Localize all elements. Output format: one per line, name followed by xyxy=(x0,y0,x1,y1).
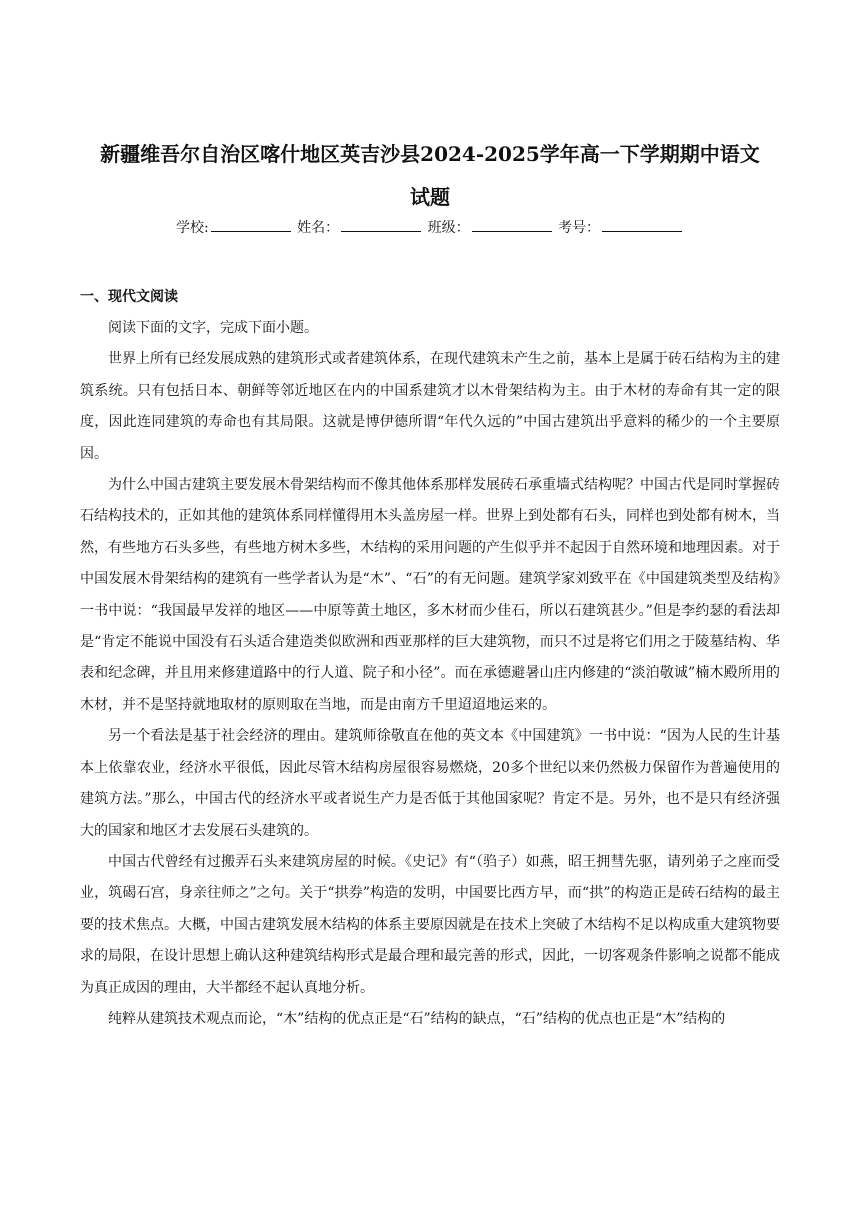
school-label: 学校: xyxy=(175,220,209,236)
exam-no-blank[interactable] xyxy=(602,217,682,232)
passage-paragraph: 另一个看法是基于社会经济的理由。建筑师徐敬直在他的英文本《中国建筑》一书中说：“因为人民的生计基本上依靠农业，经济水平很低，因此尽管木结构房屋很容易燃烧，20多个世纪以来仍然极力保留作为普遍使用的建筑方法。”那么，中国古代的经济水平或者说生产力是否低于其他国家呢？肯定不是。另外，也不是只有经济强大的国家和地区才去发展石头建筑的。 xyxy=(80,728,780,839)
class-label: 班级： xyxy=(427,220,470,236)
exam-title-line-2: 试题 xyxy=(410,185,450,209)
section-heading: 一、现代文阅读 xyxy=(80,289,178,305)
school-blank[interactable] xyxy=(211,217,291,232)
student-info-line xyxy=(0,216,860,240)
passage-paragraph: 纯粹从建筑技术观点而论，“木”结构的优点正是“石”结构的缺点，“石”结构的优点也正是“木”结构的 xyxy=(108,1010,726,1027)
exam-title-line-1: 新疆维吾尔自治区喀什地区英吉沙县2024-2025学年高一下学期期中语文 xyxy=(100,142,760,166)
name-blank[interactable] xyxy=(341,217,421,232)
exam-no-label: 考号： xyxy=(558,220,601,236)
passage-paragraph: 为什么中国古建筑主要发展木骨架结构而不像其他体系那样发展砖石承重墙式结构呢？中国古代是同时掌握砖石结构技术的，正如其他的建筑体系同样懂得用木头盖房屋一样。世界上到处都有石头，同样也到处都有树木，当然，有些地方石头多些，有些地方树木多些，木结构的采用问题的产生似乎并不起因于自然环境和地理因素。对于中国发展木骨架结构的建筑有一些学者认为是“木”、“石”的有无问题。建筑学家刘致平在《中国建筑类型及结构》一书中说：“我国最早发祥的地区——中原等黄土地区，多木材而少佳石，所以石建筑甚少。”但是李约瑟的看法却是“肯定不能说中国没有石头适合建造类似欧洲和西亚那样的巨大建筑物，而只不过是将它们用之于陵墓结构、华表和纪念碑，并且用来修建道路中的行人道、院子和小径”。而在承德避暑山庄内修建的“淡泊敬诚”楠木殿所用的木材，并不是坚持就地取材的原则取在当地，而是由南方千里迢迢地运来的。 xyxy=(80,477,780,713)
reading-passage xyxy=(80,313,780,1035)
name-label: 姓名： xyxy=(297,220,340,236)
instruction-paragraph: 阅读下面的文字，完成下面小题。 xyxy=(108,320,318,336)
class-blank[interactable] xyxy=(472,217,552,232)
passage-paragraph: 世界上所有已经发展成熟的建筑形式或者建筑体系，在现代建筑未产生之前，基本上是属于砖石结构为主的建筑系统。只有包括日本、朝鲜等邻近地区在内的中国系建筑才以木骨架结构为主。由于木材的寿命有其一定的限度，因此连同建筑的寿命也有其局限。这就是博伊德所谓“年代久远的”中国古建筑出乎意料的稀少的一个主要原因。 xyxy=(80,351,780,462)
passage-paragraph: 中国古代曾经有过搬弄石头来建筑房屋的时候。《史记》有“（驺子）如燕，昭王拥彗先驱，请列弟子之座而受业，筑碣石宫，身亲往师之”之句。关于“拱券”构造的发明，中国要比西方早，而“拱”的构造正是砖石结构的最主要的技术焦点。大概，中国古建筑发展木结构的体系主要原因就是在技术上突破了木结构不足以构成重大建筑物要求的局限，在设计思想上确认这种建筑结构形式是最合理和最完善的形式，因此，一切客观条件影响之说都不能成为真正成因的理由，大半都经不起认真地分析。 xyxy=(80,853,780,996)
